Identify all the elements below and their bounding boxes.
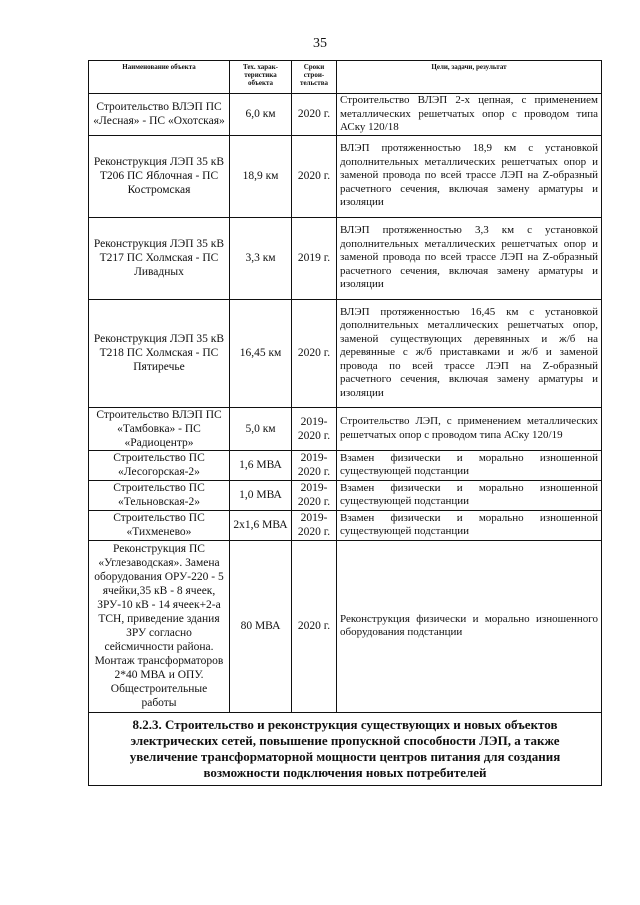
header-goals: Цели, задачи, результат [337, 61, 602, 94]
header-name: Наименование объекта [89, 61, 230, 94]
object-goals: ВЛЭП протяженностью 18,9 км с установкой дополнительных металлических решетчатых опор и заменой провода по всей трассе ЛЭП на Z-образный расчетного сечения, включая замену арматуры и изоляции [337, 135, 602, 217]
table-row [89, 510, 602, 540]
construction-term: 2019-2020 г. [292, 407, 337, 450]
header-characteristics: Тех. харак-теристика объекта [230, 61, 292, 94]
table-row [89, 480, 602, 510]
table-row [89, 94, 602, 136]
construction-plan-table [88, 60, 602, 786]
object-characteristics: 1,0 МВА [230, 480, 292, 510]
construction-term: 2020 г. [292, 299, 337, 407]
table-row [89, 540, 602, 712]
object-goals: Взамен физически и морально изношенной существующей подстанции [337, 480, 602, 510]
construction-term: 2020 г. [292, 94, 337, 136]
object-name: Строительство ПС «Тельновская-2» [89, 480, 230, 510]
construction-term: 2020 г. [292, 540, 337, 712]
object-characteristics: 3,3 км [230, 217, 292, 299]
object-characteristics: 18,9 км [230, 135, 292, 217]
header-terms: Сроки строи-тельства [292, 61, 337, 94]
object-name: Строительство ВЛЭП ПС «Тамбовка» - ПС «Радиоцентр» [89, 407, 230, 450]
page-number: 35 [313, 36, 327, 51]
table-row [89, 450, 602, 480]
object-name: Реконструкция ЛЭП 35 кВ Т217 ПС Холмская - ПС Ливадных [89, 217, 230, 299]
object-goals: Реконструкция физически и морально изношенного оборудования подстанции [337, 540, 602, 712]
object-goals: Взамен физически и морально изношенной существующей подстанции [337, 510, 602, 540]
table-row [89, 217, 602, 299]
construction-term: 2019 г. [292, 217, 337, 299]
construction-term: 2020 г. [292, 135, 337, 217]
table-row [89, 135, 602, 217]
object-name: Реконструкция ПС «Углезаводская». Замена оборудования ОРУ-220 - 5 ячейки,35 кВ - 8 ячеек, ЗРУ-10 кВ - 14 ячеек+2-а ТСН, приведение здания ЗРУ согласно сейсмичности района. Монтаж трансформаторов 2*40 МВА и ОПУ. Общестроительные работы [89, 540, 230, 712]
object-name: Строительство ПС «Лесогорская-2» [89, 450, 230, 480]
object-characteristics: 5,0 км [230, 407, 292, 450]
table-row [89, 299, 602, 407]
construction-term: 2019-2020 г. [292, 450, 337, 480]
object-goals: Строительство ВЛЭП 2-х цепная, с применением металлических решетчатых опор с проводом типа АСку 120/18 [337, 94, 602, 136]
object-goals: Взамен физически и морально изношенной существующей подстанции [337, 450, 602, 480]
section-heading-row [89, 712, 602, 785]
section-heading: 8.2.3. Строительство и реконструкция существующих и новых объектов электрических сетей, повышение пропускной способности ЛЭП, а также увеличение трансформаторной мощности центров питания для создания возможности подключения новых потребителей [89, 712, 602, 785]
object-name: Реконструкция ЛЭП 35 кВ Т218 ПС Холмская - ПС Пятиречье [89, 299, 230, 407]
object-characteristics: 1,6 МВА [230, 450, 292, 480]
construction-term: 2019-2020 г. [292, 480, 337, 510]
object-characteristics: 2х1,6 МВА [230, 510, 292, 540]
object-characteristics: 80 МВА [230, 540, 292, 712]
object-goals: Строительство ЛЭП, с применением металлических решетчатых опор с проводом типа АСку 120/19 [337, 407, 602, 450]
object-goals: ВЛЭП протяженностью 3,3 км с установкой дополнительных металлических решетчатых опор и заменой провода по всей трассе ЛЭП на Z-образный расчетного сечения, включая замену арматуры и изоляции [337, 217, 602, 299]
object-goals: ВЛЭП протяженностью 16,45 км с установкой дополнительных металлических решетчатых опор, заменой существующих деревянных и ж/б на деревянные с ж/б приставками и ж/б и заменой провода по всей трассе ЛЭП на Z-образный расчетного сечения, включая замену арматуры и изоляции [337, 299, 602, 407]
table-header-row [89, 61, 602, 94]
object-name: Строительство ПС «Тихменево» [89, 510, 230, 540]
table-row [89, 407, 602, 450]
object-characteristics: 16,45 км [230, 299, 292, 407]
construction-term: 2019-2020 г. [292, 510, 337, 540]
object-characteristics: 6,0 км [230, 94, 292, 136]
object-name: Реконструкция ЛЭП 35 кВ Т206 ПС Яблочная - ПС Костромская [89, 135, 230, 217]
object-name: Строительство ВЛЭП ПС «Лесная» - ПС «Охотская» [89, 94, 230, 136]
